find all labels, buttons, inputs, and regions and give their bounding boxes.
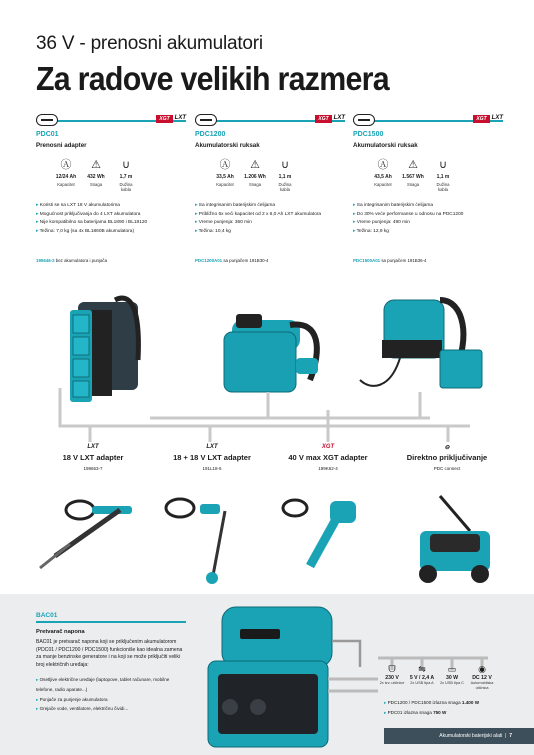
product-model: PDC1500 — [353, 131, 384, 138]
adapter-lxt-dual — [164, 444, 260, 471]
bac01-image — [200, 599, 380, 749]
voltage-icon: Ⓐ — [377, 159, 389, 171]
car-socket-icon: ◉ — [478, 664, 486, 674]
feature-list: ▸ Sa integrisanim baterijskim ćelijama ▸ Do 30% veće performanse u odnosu na PDC1200 ▸ Vreme punjenja: 490 min ▸ Težina: 12,9 kg — [353, 202, 503, 236]
lxt-badge: LXT — [491, 115, 503, 121]
accessory-note: PDC1500A01 sa punjačem 191B36-4 — [353, 258, 427, 263]
voltage-icon: Ⓐ — [60, 159, 72, 171]
xgt-badge: XGT — [156, 115, 172, 123]
cable-icon: ∪ — [438, 159, 448, 171]
bac01-uses: ▸ Osetljive električne uređaje (laptopove, tablet računare, mobilne telefone, radio aparate...) ▸ Punjače za punjenje akumulatora ▸ Grejače vode, ventilatore, električnu čividi... — [36, 675, 188, 713]
product-model: PDC1200 — [195, 131, 226, 138]
usb-icon: ⇋ — [418, 664, 426, 674]
grass-trimmer-image — [166, 499, 225, 584]
lxt-badge: LXT — [333, 115, 345, 121]
power-icon: ⚠ — [91, 159, 101, 171]
pdc01-image — [70, 298, 138, 402]
adapter-name: 40 V max XGT adapter — [288, 453, 368, 462]
adapter-code: 191L18-5 — [202, 466, 222, 471]
product-illustration — [0, 280, 534, 445]
output-230v: ᗜ 230 V 2x tzv. utičnice — [377, 664, 407, 686]
power-notes: ▸ PDC1200 / PDC1500 izlazna snaga 1.400 W ▸ PDC01 izlazna snaga 750 W — [384, 698, 479, 717]
adapter-xgt — [280, 444, 376, 471]
output-dc12v: ◉ DC 12 V Automobilska utičnica — [467, 664, 497, 691]
power-icon: ⚠ — [408, 159, 418, 171]
adapter-name: Direktno priključivanje — [406, 453, 488, 462]
cable-icon: ∪ — [280, 159, 290, 171]
product-column-pdc1500: XGT LXT PDC1500 Akumulatorski ruksak Ⓐ 43,5 Ah Kapacitet ⚠ 1.567 Wh Snaga ∪ 1,1 m Dužina kabla ▸ Sa integrisanim baterijskim ćelijama ▸ Do 30% veće performanse u odnosu na PDC1200 ▸ Vreme punjenja: 490 min ▸ Težina: 12,9 kg — [353, 120, 503, 236]
connector-icon — [195, 114, 217, 126]
product-model: PDC01 — [36, 131, 59, 138]
lxt-badge: LXT — [174, 115, 186, 121]
product-column-pdc1200: XGT LXT PDC1200 Akumulatorski ruksak Ⓐ 33,5 Ah Kapacitet ⚠ 1.206 Wh Snaga ∪ 1,1 m Dužina kabla ▸ Sa integrisanim baterijskim ćelijama ▸ Približno 6x veći kapacitet od 2 x 6,0 Ah LXT akumulatora ▸ Vreme punjenja: 360 min ▸ Težina: 10,4 kg — [195, 120, 345, 236]
adapter-direct — [395, 444, 499, 471]
tools-illustration — [0, 486, 534, 586]
feature-list: ▸ Koristi se sa LXT 18 V akumulatorima ▸ Mogućnost priključivanja do 4 LXT akumulatora ▸ Nije kompatibilno sa baterijama BL1890 i BL18120 ▸ Težina: 7,0 kg (sa 4x BL1860B akumulatora) — [36, 202, 186, 236]
adapter-code: 199K62-4 — [318, 466, 338, 471]
page-subtitle: 36 V - prenosni akumulatori — [36, 33, 263, 54]
accessory-note: 195646-2 bez akumulatora i punjača — [36, 258, 108, 263]
usb-c-icon: ▭ — [447, 664, 457, 674]
xgt-logo: XGT — [321, 444, 335, 450]
accessory-note: PDC1200A01 sa punjačem 191B30-4 — [195, 258, 269, 263]
bac01-description: BAC01 je pretvarač napona koji se priključenim akumulatorom (PDC01 / PDC1200 / PDC1500) funkcioniše kao idealna zamena za manje benzinske generatore i na koji se može priključiti veliki broj električnih uređaja: — [36, 639, 183, 668]
pdc1200-image — [224, 314, 318, 392]
bac01-title: Pretvarač napona — [36, 629, 85, 635]
power-icon: ⚠ — [250, 159, 260, 171]
lawn-mower-image — [419, 496, 490, 583]
product-column-pdc01: XGT LXT PDC01 Prenosni adapter Ⓐ 12/24 Ah Kapacitet ⚠ 432 Wh Snaga ∪ 1,7 m Dužina kabla ▸ Koristi se sa LXT 18 V akumulatorima ▸ Mogućnost priključivanja do 4 LXT akumulatora ▸ Nije kompatibilno sa baterijama BL1890 i BL18120 ▸ Težina: 7,0 kg (sa 4x BL1860B akumulatora) — [36, 120, 186, 236]
plug-icon: ᗜ — [388, 664, 396, 674]
blower-image — [283, 500, 356, 566]
connector-icon: ⊖ — [444, 445, 450, 451]
product-type: Akumulatorski ruksak — [195, 142, 260, 149]
adapter-code: 198653-7 — [83, 466, 103, 471]
product-type: Akumulatorski ruksak — [353, 142, 418, 149]
lxt-logo: LXT — [87, 444, 99, 450]
lxt-logo: LXT — [206, 444, 218, 450]
product-type: Prenosni adapter — [36, 142, 87, 149]
xgt-badge: XGT — [315, 115, 331, 123]
footer-text: Akumulatorski baterijski alati | 7 — [439, 733, 512, 739]
feature-list: ▸ Sa integrisanim baterijskim ćelijama ▸ Približno 6x veći kapacitet od 2 x 6,0 Ah LXT akumulatora ▸ Vreme punjenja: 360 min ▸ Težina: 10,4 kg — [195, 202, 345, 236]
adapter-lxt — [48, 444, 138, 471]
page-title: Za radove velikih razmera — [36, 60, 389, 97]
voltage-icon: Ⓐ — [219, 159, 231, 171]
cable-icon: ∪ — [121, 159, 131, 171]
pdc1500-image — [360, 300, 482, 388]
adapter-code: PDC connect — [433, 466, 461, 471]
adapter-name: 18 + 18 V LXT adapter — [173, 453, 251, 462]
output-usb-c: ▭ 30 W 2x USB tipa C — [437, 664, 467, 686]
xgt-badge: XGT — [473, 115, 489, 123]
bac01-model: BAC01 — [36, 612, 58, 619]
hedge-trimmer-image — [40, 501, 132, 568]
output-usb-a: ⇋ 5 V / 2,4 A 2x USB tipa A — [407, 664, 437, 686]
connector-icon — [353, 114, 375, 126]
adapter-name: 18 V LXT adapter — [62, 453, 124, 462]
connector-icon — [36, 114, 58, 126]
